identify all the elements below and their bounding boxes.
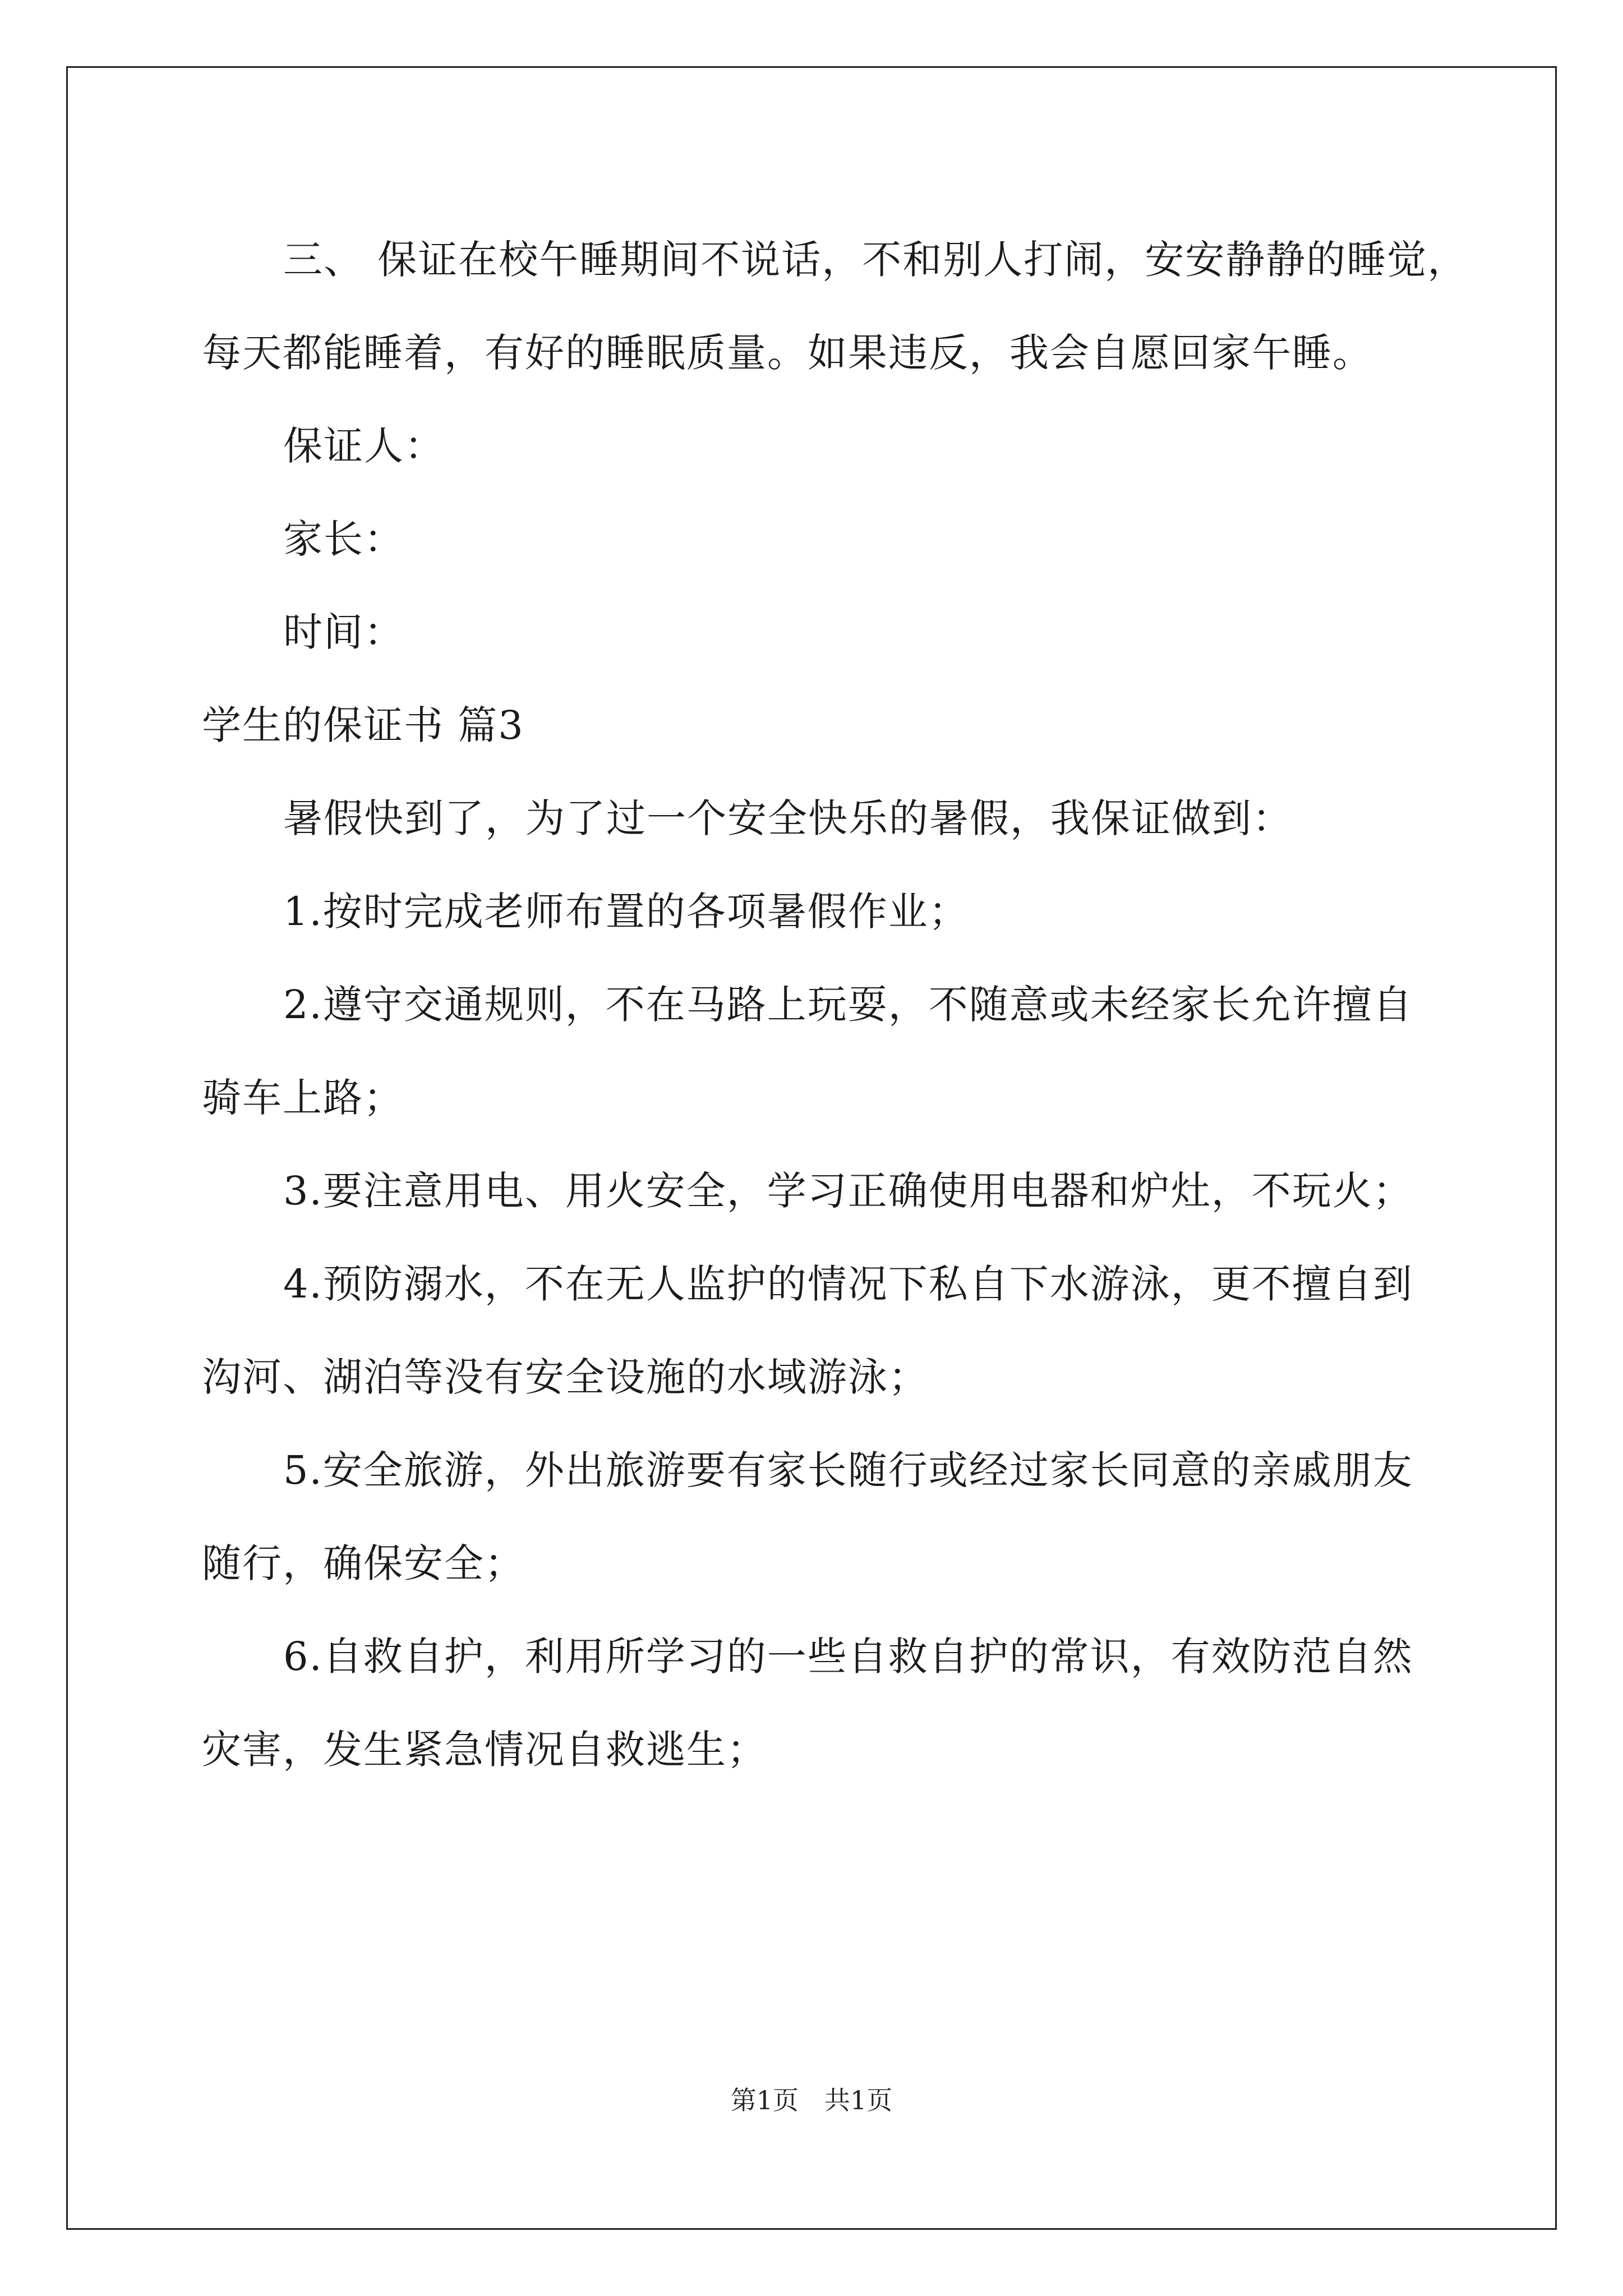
page-footer: 第1页 共1页	[730, 2085, 893, 2115]
date-label: 时间：	[283, 609, 404, 655]
paragraph: 三、 保证在校午睡期间不说话，不和别人打闹，安安静静的睡觉，	[283, 237, 1468, 283]
list-item-continuation: 灾害，发生紧急情况自救逃生；	[202, 1727, 767, 1773]
list-item-continuation: 沟河、湖泊等没有安全设施的水域游泳；	[202, 1354, 929, 1400]
list-item: 4.预防溺水，不在无人监护的情况下私自下水游泳，更不擅自到	[283, 1261, 1413, 1307]
paragraph: 每天都能睡着，有好的睡眠质量。如果违反，我会自愿回家午睡。	[202, 330, 1373, 376]
list-item: 2.遵守交通规则，不在马路上玩耍，不随意或未经家长允许擅自	[283, 982, 1413, 1028]
section-heading: 学生的保证书 篇3	[202, 702, 524, 748]
list-item-continuation: 骑车上路；	[202, 1075, 404, 1121]
list-item-continuation: 随行，确保安全；	[202, 1540, 525, 1586]
list-item: 1.按时完成老师布置的各项暑假作业；	[283, 889, 969, 935]
list-item: 5.安全旅游，外出旅游要有家长随行或经过家长同意的亲戚朋友	[283, 1447, 1413, 1493]
document-body	[202, 213, 1468, 1796]
list-item: 3.要注意用电、用火安全，学习正确使用电器和炉灶，不玩火；	[283, 1168, 1413, 1214]
list-item: 6.自救自护，利用所学习的一些自救自护的常识，有效防范自然	[283, 1634, 1413, 1680]
guarantor-label: 保证人：	[283, 423, 445, 469]
parent-label: 家长：	[283, 516, 404, 562]
paragraph: 暑假快到了，为了过一个安全快乐的暑假，我保证做到：	[283, 795, 1293, 841]
